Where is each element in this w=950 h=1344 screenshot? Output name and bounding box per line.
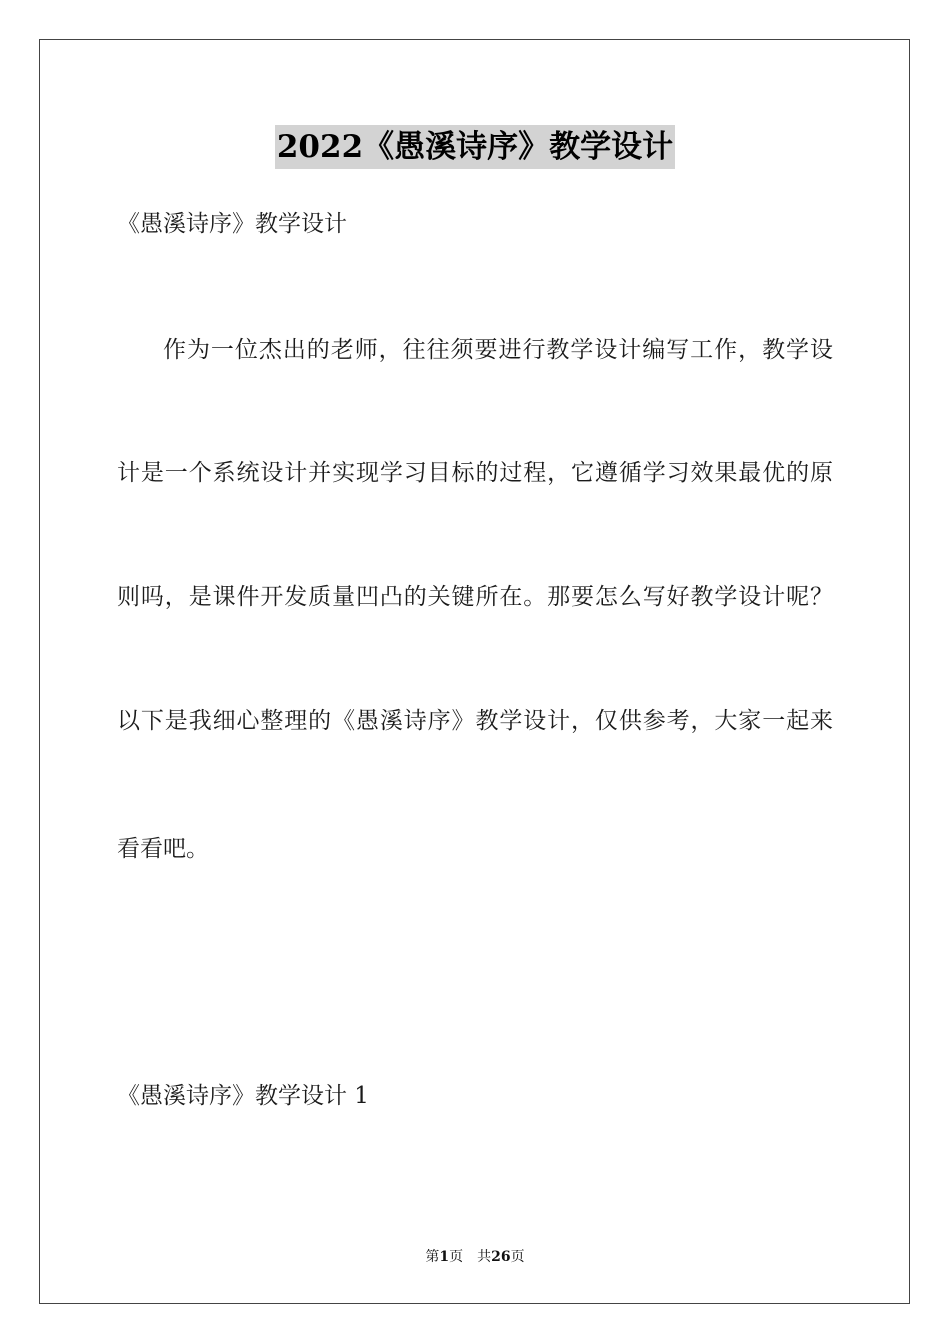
document-title: 2022《愚溪诗序》教学设计	[275, 125, 675, 169]
intro-line-2: 计是一个系统设计并实现学习目标的过程，它遵循学习效果最优的原	[117, 460, 833, 486]
document-subtitle: 《愚溪诗序》教学设计	[117, 211, 347, 237]
intro-line-5: 看看吧。	[117, 836, 209, 862]
footer-total-pages: 26	[491, 1249, 511, 1265]
intro-line-1: 作为一位杰出的老师，往往须要进行教学设计编写工作，教学设	[163, 337, 833, 363]
footer-page-suffix: 页	[449, 1249, 464, 1265]
footer-page-number: 1	[439, 1249, 450, 1265]
section-heading: 《愚溪诗序》教学设计 1	[117, 1083, 369, 1109]
page-footer	[0, 1247, 950, 1267]
footer-total-prefix: 共	[477, 1249, 492, 1265]
title-container	[0, 125, 950, 169]
intro-line-3: 则吗，是课件开发质量凹凸的关键所在。那要怎么写好教学设计呢？	[117, 584, 833, 610]
intro-line-4: 以下是我细心整理的《愚溪诗序》教学设计，仅供参考，大家一起来	[117, 708, 833, 734]
footer-page-prefix: 第	[425, 1249, 440, 1265]
footer-total-suffix: 页	[510, 1249, 525, 1265]
